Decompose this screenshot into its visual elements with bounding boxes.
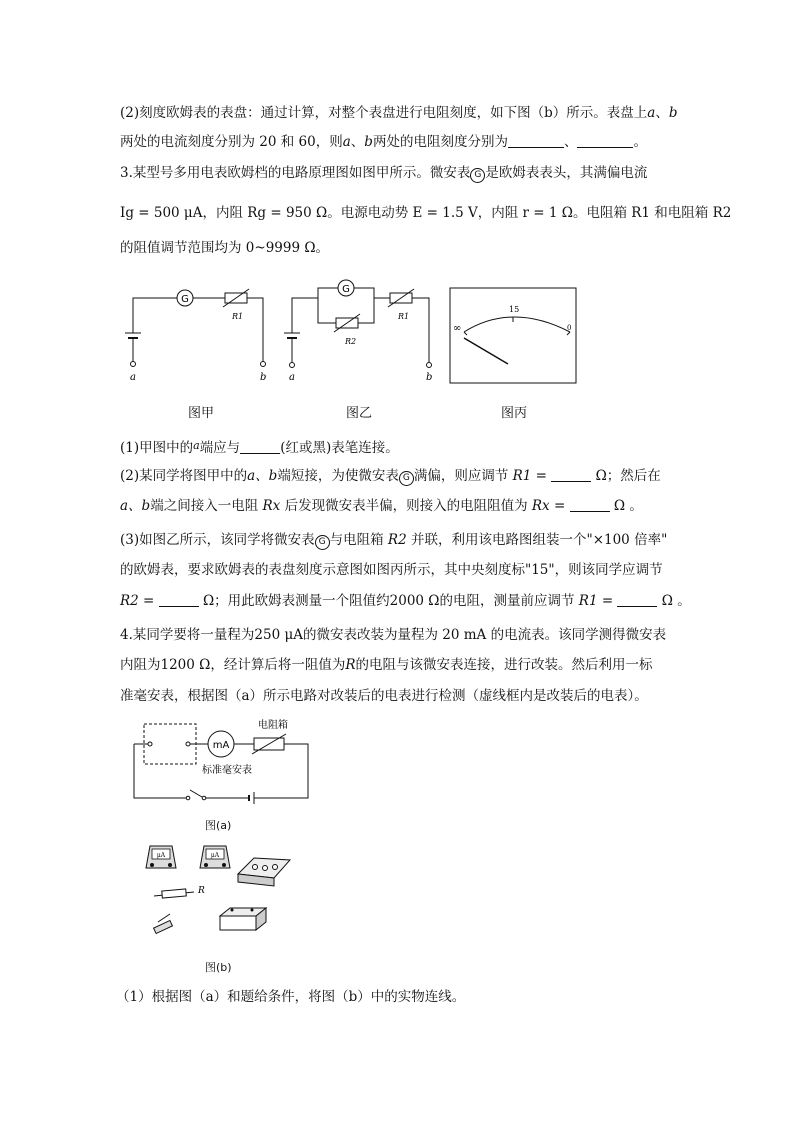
q3-part2-line2: a、b端之间接入一电阻 Rx 后发现微安表半偏，则接入的电阻阻值为 Rx = Ω 。 [120,498,643,514]
svg-text:R: R [198,886,205,896]
q4-line-2: 内阻为1200 Ω，经计算后将一阻值为R的电阻与该微安表连接，进行改装。然后利用一标 [120,657,653,673]
q4-line-3: 准毫安表，根据图（a）所示电路对改装后的电表进行检测（虚线框内是改装后的电表）。 [120,688,648,704]
answer-blank[interactable] [508,133,564,148]
answer-blank[interactable] [240,439,280,454]
svg-text:μA: μA [210,852,220,859]
svg-text:R1: R1 [398,312,410,321]
q2-line-1: (2)刻度欧姆表的表盘：通过计算，对整个表盘进行电阻刻度，如下图（b）所示。表盘上a、b [120,105,678,121]
svg-text:G: G [181,294,189,305]
q2-line-2: 两处的电流刻度分别为 20 和 60，则a、b两处的电阻刻度分别为 、 。 [120,134,647,150]
galvanometer-icon: G [470,168,485,183]
svg-text:μA: μA [156,852,166,859]
circuit-figure-yi [286,276,446,386]
ohmmeter-dial-figure [450,288,580,384]
figure-caption-jia: 图甲 [188,406,215,421]
svg-text:电阻箱: 电阻箱 [258,720,288,731]
q3-part3-line1: (3)如图乙所示，该同学将微安表 G 与电阻箱 R2 并联，利用该电路图组装一个"×100 倍率" [120,532,668,548]
q3-part3-line2: 的欧姆表，要求欧姆表的表盘刻度示意图如图丙所示，其中央刻度标"15"，则该同学应调节 [120,562,663,578]
answer-blank[interactable] [551,467,591,482]
q4-line-1: 4.某同学要将一量程为250 μA的微安表改装为量程为 20 mA 的电流表。该同学测得微安表 [120,627,667,643]
apparatus-figure-b [140,838,310,948]
svg-text:G: G [342,284,350,295]
q3-line-2: Ig = 500 μA，内阻 Rg = 950 Ω。电源电动势 E = 1.5 V，内阻 r = 1 Ω。电阻箱 R1 和电阻箱 R2 [120,205,732,221]
figure-caption-a: 图(a) [205,819,232,832]
galvanometer-icon: G [399,471,414,486]
q3-line-3: 的阻值调节范围均为 0~9999 Ω。 [120,240,330,256]
svg-text:标准毫安表: 标准毫安表 [202,765,252,776]
answer-blank[interactable] [159,592,199,607]
svg-text:∞: ∞ [453,323,462,334]
resistor-device [154,886,205,898]
dial-frame [450,288,576,383]
galvanometer-icon: G [315,535,330,550]
switch-blade [190,790,202,797]
answer-blank[interactable] [577,133,633,148]
q3-part3-line3: R2 = Ω；用此欧姆表测量一个阻值约2000 Ω的电阻，测量前应调节 R1 = Ω 。 [120,593,691,609]
svg-text:b: b [260,372,267,383]
svg-text:a: a [289,372,295,383]
q3-part2-line1: (2)某同学将图甲中的a、b端短接，为使微安表 G 满偏，则应调节 R1 = Ω；然后在 [120,468,661,484]
q3-part1: (1)甲图中的$^a$端应与 (红或黑)表笔连接。 [120,439,399,456]
circuit-figure-jia [125,285,285,395]
svg-text:a: a [130,372,136,383]
svg-text:b: b [426,372,433,383]
svg-text:mA: mA [212,740,230,751]
resistance-box-device [238,858,290,886]
svg-text:R1: R1 [232,312,244,321]
figure-caption-b: 图(b) [205,961,232,974]
q3-line-1: 3.某型号多用电表欧姆档的电路原理图如图甲所示。微安表 G 是欧姆表表头，其满偏电流 [120,165,648,181]
svg-text:0: 0 [567,324,572,332]
circuit-figure-a [130,718,320,818]
battery-device [220,908,266,930]
microammeter-device-1 [146,846,176,868]
figure-caption-bing: 图丙 [501,406,528,421]
switch-device [154,914,173,934]
answer-blank[interactable] [617,592,657,607]
svg-text:15: 15 [509,305,520,314]
q4-part1: （1）根据图（a）和题给条件，将图（b）中的实物连线。 [116,989,466,1005]
svg-text:R2: R2 [345,337,357,346]
figure-caption-yi: 图乙 [346,406,373,421]
microammeter-device-2 [200,846,230,868]
answer-blank[interactable] [570,497,610,512]
